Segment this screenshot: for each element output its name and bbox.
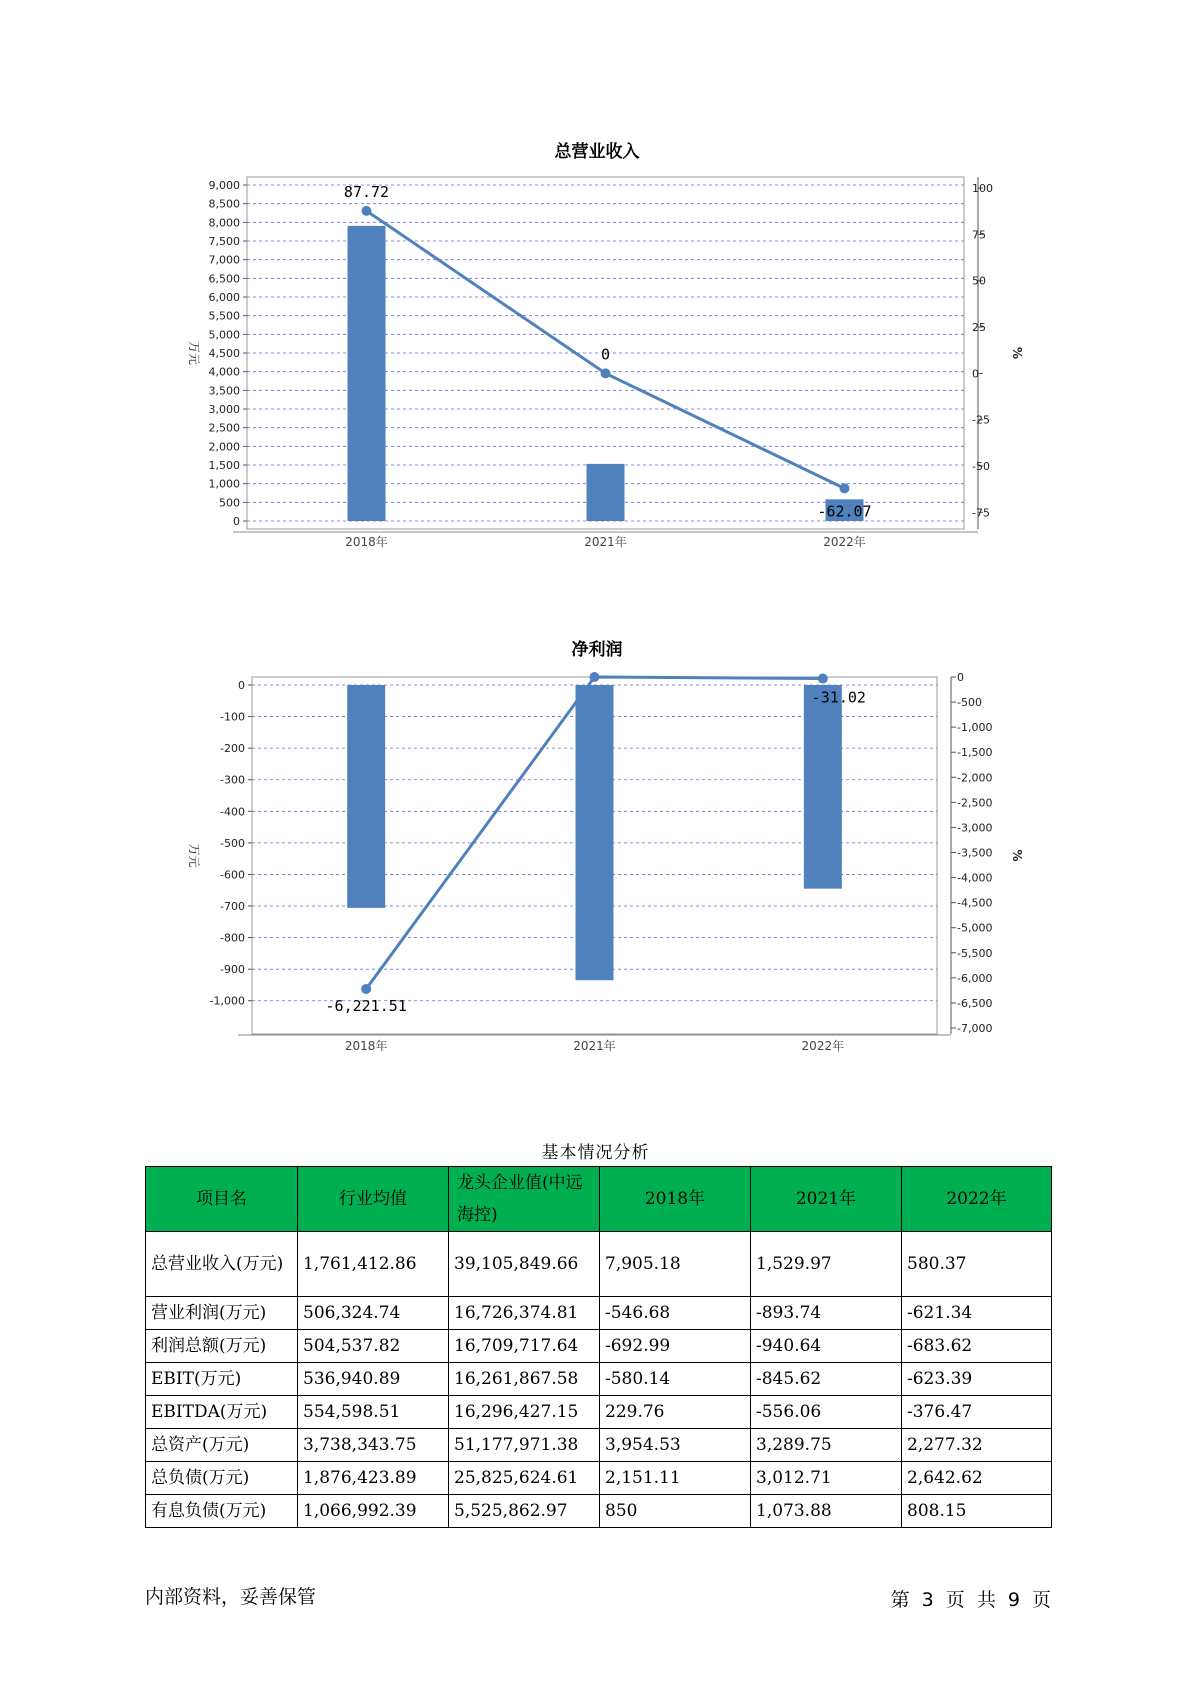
table-row: [146, 1462, 1052, 1495]
x-tick-label: 2022年: [801, 1039, 845, 1053]
table-cell: 2,277.32: [902, 1429, 1052, 1462]
table-cell: -845.62: [751, 1363, 902, 1396]
y-tick-label: 1,000: [208, 477, 240, 491]
bar: [587, 464, 625, 521]
row-label-cell: 有息负债(万元): [146, 1495, 298, 1528]
table-cell: 504,537.82: [298, 1330, 449, 1363]
y-tick-label: -700: [220, 900, 245, 914]
y-tick-label: 7,000: [208, 253, 240, 267]
data-label: -62.07: [817, 502, 872, 521]
data-label: -31.02: [811, 688, 866, 707]
table-cell: -692.99: [600, 1330, 751, 1363]
row-label-cell: EBITDA(万元): [146, 1396, 298, 1429]
y-tick-label: -500: [220, 836, 245, 850]
table-cell: 3,738,343.75: [298, 1429, 449, 1462]
header-cell: 2021年: [751, 1167, 902, 1232]
y2-tick-label: 25: [972, 321, 986, 335]
header-cell: 龙头企业值(中远海控): [449, 1167, 600, 1232]
table-cell: 3,289.75: [751, 1429, 902, 1462]
revenue-chart: [0, 135, 1191, 595]
table-cell: 229.76: [600, 1396, 751, 1429]
row-label-cell: 总资产(万元): [146, 1429, 298, 1462]
table-cell: 25,825,624.61: [449, 1462, 600, 1495]
y-tick-label: 0: [233, 515, 240, 528]
y-tick-label: 2,000: [208, 440, 240, 454]
table-cell: 1,066,992.39: [298, 1495, 449, 1528]
table-cell: 2,151.11: [600, 1462, 751, 1495]
table-row: [146, 1232, 1052, 1297]
x-tick-label: 2021年: [573, 1039, 616, 1053]
bar: [347, 685, 385, 908]
y2-axis-title: %: [1010, 849, 1024, 862]
y2-tick-label: 0: [957, 671, 964, 684]
header-cell: 行业均值: [298, 1167, 449, 1232]
y-tick-label: -1,000: [209, 994, 245, 1008]
y2-tick-label: -6,000: [957, 971, 993, 985]
y2-tick-label: -2,500: [957, 796, 993, 810]
y2-tick-label: -1,000: [957, 721, 993, 735]
y2-tick-label: -75: [972, 506, 990, 520]
row-label-cell: 营业利润(万元): [146, 1297, 298, 1330]
table-cell: -683.62: [902, 1330, 1052, 1363]
row-label-cell: 总营业收入(万元): [146, 1232, 298, 1297]
table-row: [146, 1429, 1052, 1462]
y2-tick-label: 50: [972, 274, 986, 288]
yoy-point: [601, 368, 611, 378]
y-tick-label: 3,000: [208, 403, 240, 416]
table-cell: 16,261,867.58: [449, 1363, 600, 1396]
y-axis-title: 万元: [187, 340, 201, 366]
table-cell: 1,073.88: [751, 1495, 902, 1528]
table-cell: 3,012.71: [751, 1462, 902, 1495]
table-cell: 580.37: [902, 1232, 1052, 1297]
table-cell: 1,761,412.86: [298, 1232, 449, 1297]
footer-confidential: 内部资料，妥善保管: [145, 1586, 317, 1608]
y2-tick-label: -4,500: [957, 896, 993, 910]
y-tick-label: 6,500: [208, 272, 240, 286]
y2-tick-label: -7,000: [957, 1021, 993, 1035]
table-cell: 554,598.51: [298, 1396, 449, 1429]
footer-page-number: 第 3 页 共 9 页: [890, 1589, 1051, 1611]
y-tick-label: 500: [219, 496, 240, 510]
y-tick-label: 8,000: [208, 216, 240, 230]
table-cell: -376.47: [902, 1396, 1052, 1429]
y-tick-label: 0: [238, 679, 245, 692]
table-row: [146, 1495, 1052, 1528]
table-cell: 16,709,717.64: [449, 1330, 600, 1363]
table-cell: -556.06: [751, 1396, 902, 1429]
table-cell: 536,940.89: [298, 1363, 449, 1396]
table-cell: -893.74: [751, 1297, 902, 1330]
y2-tick-label: -3,500: [957, 846, 993, 860]
table-title: 基本情况分析: [541, 1143, 650, 1163]
table-cell: 7,905.18: [600, 1232, 751, 1297]
table-cell: 51,177,971.38: [449, 1429, 600, 1462]
y2-axis-title: %: [1010, 346, 1024, 360]
table-cell: 5,525,862.97: [449, 1495, 600, 1528]
bar: [804, 685, 842, 889]
table-row: [146, 1297, 1052, 1330]
yoy-point: [590, 672, 600, 682]
y-tick-label: 6,000: [208, 291, 240, 304]
data-label: -6,221.51: [325, 996, 407, 1015]
row-label-cell: 总负债(万元): [146, 1462, 298, 1495]
table-row: [146, 1396, 1052, 1429]
bar: [576, 685, 614, 980]
y2-tick-label: -50: [972, 460, 990, 474]
y-tick-label: -300: [220, 773, 245, 787]
yoy-point: [818, 674, 828, 684]
y-tick-label: 2,500: [208, 421, 240, 435]
chart-title: 总营业收入: [554, 142, 640, 162]
table-header-row: [146, 1167, 1052, 1232]
y-tick-label: 1,500: [208, 459, 240, 472]
y2-tick-label: -5,000: [957, 921, 993, 935]
y2-tick-label: 100: [972, 182, 993, 196]
y2-tick-label: -3,000: [957, 821, 993, 835]
table-cell: -940.64: [751, 1330, 902, 1363]
y2-tick-label: -6,500: [957, 996, 993, 1010]
table-cell: 39,105,849.66: [449, 1232, 600, 1297]
table-cell: 3,954.53: [600, 1429, 751, 1462]
y-tick-label: -600: [220, 868, 245, 882]
bar: [348, 226, 386, 521]
y-tick-label: 3,500: [208, 384, 240, 398]
chart-title: 净利润: [571, 640, 623, 660]
y2-tick-label: -5,500: [957, 946, 993, 960]
net-profit-chart-svg: [0, 635, 1191, 1095]
table-cell: 850: [600, 1495, 751, 1528]
y2-tick-label: -2,000: [957, 771, 993, 785]
table-cell: 16,296,427.15: [449, 1396, 600, 1429]
net-profit-chart: [0, 635, 1191, 1095]
basic-analysis-table: [145, 1166, 1052, 1528]
y-axis-title: 万元: [187, 843, 201, 868]
table-cell: 16,726,374.81: [449, 1297, 600, 1330]
table-row: [146, 1330, 1052, 1363]
table-cell: 808.15: [902, 1495, 1052, 1528]
header-cell: 2022年: [902, 1167, 1052, 1232]
table-cell: 1,876,423.89: [298, 1462, 449, 1495]
data-label: 0: [600, 345, 611, 364]
header-cell: 项目名: [146, 1167, 298, 1232]
table-cell: 1,529.97: [751, 1232, 902, 1297]
revenue-chart-svg: [0, 135, 1191, 595]
y2-tick-label: 75: [972, 228, 986, 242]
x-tick-label: 2018年: [344, 1039, 388, 1053]
y2-tick-label: -500: [957, 696, 982, 710]
table-cell: -621.34: [902, 1297, 1052, 1330]
y-tick-label: -900: [220, 963, 245, 977]
y-tick-label: 4,500: [208, 347, 240, 360]
y-tick-label: -200: [220, 742, 245, 756]
data-label: 87.72: [343, 182, 390, 201]
table-cell: 2,642.62: [902, 1462, 1052, 1495]
y-tick-label: 4,000: [208, 365, 240, 379]
table-cell: -623.39: [902, 1363, 1052, 1396]
y-tick-label: 9,000: [208, 179, 240, 192]
y-tick-label: -100: [220, 710, 245, 724]
header-cell: 2018年: [600, 1167, 751, 1232]
y-tick-label: -400: [220, 805, 245, 819]
table-cell: -580.14: [600, 1363, 751, 1396]
table-row: [146, 1363, 1052, 1396]
x-tick-label: 2021年: [584, 535, 627, 549]
row-label-cell: EBIT(万元): [146, 1363, 298, 1396]
y2-tick-label: 0: [972, 367, 979, 381]
y2-tick-label: -4,000: [957, 871, 993, 885]
yoy-point: [362, 206, 372, 216]
y-tick-label: 8,500: [208, 197, 240, 211]
x-tick-label: 2022年: [823, 535, 866, 549]
table-cell: 506,324.74: [298, 1297, 449, 1330]
row-label-cell: 利润总额(万元): [146, 1330, 298, 1363]
y-tick-label: -800: [220, 931, 245, 945]
y-tick-label: 5,500: [208, 309, 240, 323]
y-tick-label: 7,500: [208, 235, 240, 248]
x-tick-label: 2018年: [345, 535, 388, 549]
yoy-point: [840, 483, 850, 493]
yoy-point: [361, 984, 371, 994]
y2-tick-label: -1,500: [957, 746, 993, 760]
table-cell: -546.68: [600, 1297, 751, 1330]
y2-tick-label: -25: [972, 413, 990, 427]
y-tick-label: 5,000: [208, 328, 240, 342]
